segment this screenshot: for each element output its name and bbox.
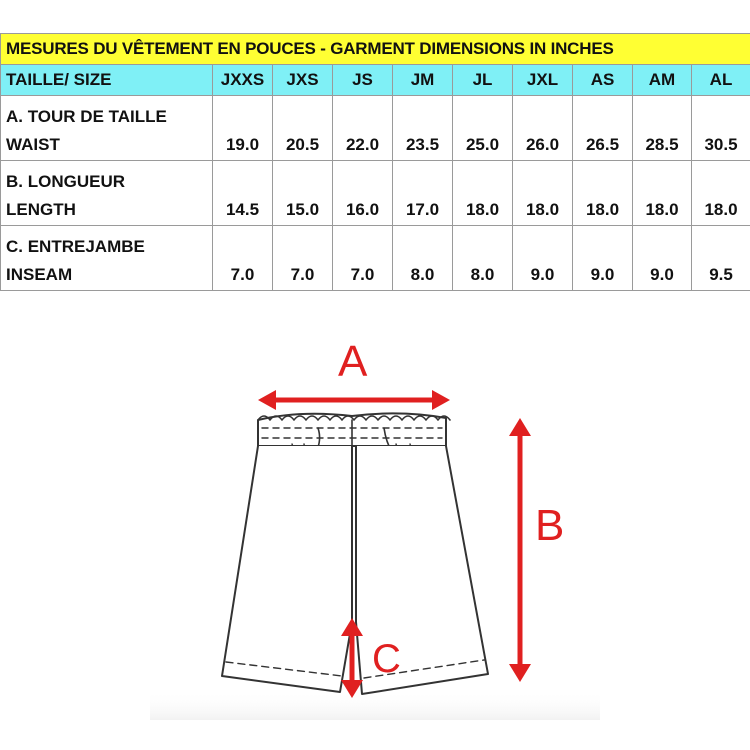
table-cell: 14.5 <box>213 194 273 226</box>
row-label-fr: C. ENTREJAMBE <box>1 226 213 260</box>
table-cell: 8.0 <box>453 259 513 291</box>
table-row <box>1 129 750 161</box>
table-cell: 22.0 <box>333 129 393 161</box>
size-chart-table <box>0 33 750 291</box>
size-header-cell: JM <box>393 65 453 96</box>
row-label-fr: B. LONGUEUR <box>1 161 213 195</box>
table-row <box>1 194 750 226</box>
table-cell: 19.0 <box>213 129 273 161</box>
table-cell: 18.0 <box>633 194 692 226</box>
row-label-fr: A. TOUR DE TAILLE <box>1 96 213 130</box>
ground-shadow <box>150 690 600 720</box>
table-cell: 7.0 <box>213 259 273 291</box>
size-header-cell: JL <box>453 65 513 96</box>
table-cell: 9.5 <box>692 259 750 291</box>
size-header-label: TAILLE/ SIZE <box>1 65 213 96</box>
table-cell: 9.0 <box>633 259 692 291</box>
table-cell: 7.0 <box>333 259 393 291</box>
size-header-cell: JS <box>333 65 393 96</box>
table-cell: 18.0 <box>573 194 633 226</box>
label-c: C <box>372 637 401 681</box>
table-cell: 26.0 <box>513 129 573 161</box>
table-cell: 30.5 <box>692 129 750 161</box>
size-header-row <box>1 65 750 96</box>
size-header-cell: AM <box>633 65 692 96</box>
table-cell: 18.0 <box>453 194 513 226</box>
table-cell: 17.0 <box>393 194 453 226</box>
left-leg <box>222 446 352 692</box>
table-cell: 26.5 <box>573 129 633 161</box>
table-cell: 15.0 <box>273 194 333 226</box>
table-cell: 9.0 <box>513 259 573 291</box>
table-row <box>1 259 750 291</box>
row-label-en: LENGTH <box>1 194 213 226</box>
table-row <box>1 226 750 260</box>
table-cell: 16.0 <box>333 194 393 226</box>
table-cell: 25.0 <box>453 129 513 161</box>
table-cell: 18.0 <box>513 194 573 226</box>
table-cell: 7.0 <box>273 259 333 291</box>
length-arrow <box>509 418 531 682</box>
label-b: B <box>535 501 565 550</box>
size-header-cell: AS <box>573 65 633 96</box>
table-cell: 8.0 <box>393 259 453 291</box>
waist-arrow <box>258 390 450 410</box>
row-label-en: WAIST <box>1 129 213 161</box>
label-a: A <box>338 337 368 386</box>
table-row <box>1 161 750 195</box>
row-label-en: INSEAM <box>1 259 213 291</box>
size-header-cell: JXS <box>273 65 333 96</box>
table-cell: 9.0 <box>573 259 633 291</box>
table-cell: 28.5 <box>633 129 692 161</box>
table-title: MESURES DU VÊTEMENT EN POUCES - GARMENT DIMENSIONS IN INCHES <box>1 34 750 65</box>
size-header-cell: AL <box>692 65 750 96</box>
size-header-cell: JXL <box>513 65 573 96</box>
table-cell: 23.5 <box>393 129 453 161</box>
size-header-cell: JXXS <box>213 65 273 96</box>
table-cell: 20.5 <box>273 129 333 161</box>
table-cell: 18.0 <box>692 194 750 226</box>
table-row <box>1 96 750 130</box>
shorts-illustration <box>222 413 488 694</box>
shorts-measurement-diagram <box>0 290 750 730</box>
